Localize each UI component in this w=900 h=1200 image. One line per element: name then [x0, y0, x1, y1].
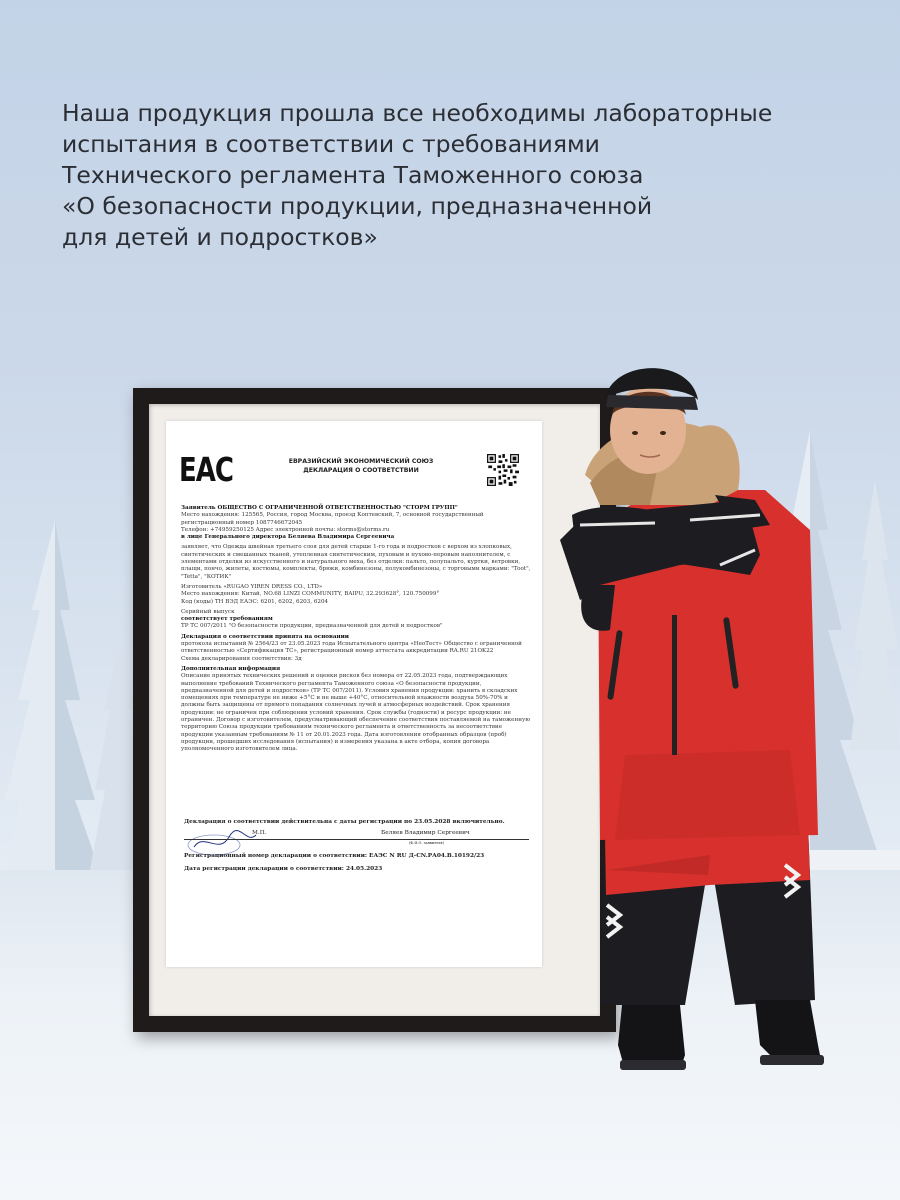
doc-codes: Код (коды) ТН ВЭД ЕАЭС: 6201, 6202, 6203, 6204	[181, 598, 329, 605]
eac-logo: EAC	[179, 452, 233, 490]
certificate-frame	[133, 388, 616, 1032]
doc-phone: Телефон: +74959250125 Адрес электронной почты: storms@storms.ru	[181, 526, 390, 533]
document-title-union: ЕВРАЗИЙСКИЙ ЭКОНОМИЧЕСКИЙ СОЮЗ	[288, 458, 434, 465]
child-in-snowsuit	[560, 355, 860, 1075]
document-title-declaration: ДЕКЛАРАЦИЯ О СООТВЕТСТВИИ	[303, 467, 419, 474]
headline-line: испытания в соответствии с требованиями	[62, 130, 600, 158]
doc-signer-note: (Ф.И.О. заявителя)	[409, 841, 444, 845]
doc-reg-number: Регистрационный номер декларации о соответствии: ЕАЭС N RU Д-CN.РА04.В.10192/23	[184, 853, 485, 859]
headline-line: «О безопасности продукции, предназначенной	[62, 192, 653, 220]
doc-person: в лице Генерального директора Беляева Владимира Сергеевича	[181, 534, 395, 541]
signature-line	[184, 839, 529, 840]
doc-reg-date: Дата регистрации декларации о соответствии: 24.05.2023	[184, 866, 383, 872]
doc-conforms: соответствует требованиям	[181, 616, 273, 623]
doc-scheme: Схема декларирования соответствия: 3д	[181, 655, 302, 662]
headline-line: Технического регламента Таможенного союза	[62, 161, 644, 189]
qr-code-icon	[487, 454, 519, 486]
doc-basis: протокола испытаний № 2564/23 от 23.05.2023 года Испытательного центра «НеоТест» Общество с ограниченной ответственностью «Сертификация ТС», регистрационный номер аттестата аккредитации RA.RU 21OK22	[181, 641, 522, 655]
doc-maker-address: Место нахождения: Китай, NO.68 LINZI COMMUNITY, BAIPU, 32.293628°, 120.750099°	[181, 591, 440, 598]
doc-extra-heading: Дополнительная информация	[181, 665, 281, 672]
doc-applicant: Заявитель ОБЩЕСТВО С ОГРАНИЧЕННОЙ ОТВЕТСТВЕННОСТЬЮ "СТОРМ ГРУПП"	[181, 505, 458, 511]
document-title	[236, 457, 486, 475]
doc-address: Место нахождения: 125565, Россия, город Москва, проезд Коптевский, 7, основной государственный регистрационный номер 1087746672045	[181, 512, 484, 526]
doc-claims: заявляет, что Одежда швейная третьего слоя для детей старше 1-го года и подростков с верхом из хлопковых, синтетических и смешанных тканей, утепленная синтетическим, пуховым и пухово-перовым наполнителем, с элементами отделки из искусственного и натурального меха, без отделки: пальто, полупальто, куртки, ветровки, плащи, пончо, жилеты, костюмы, комплекты, брюки, комбинезоны, полукомбинезоны, с торговыми марками: "Toot", "Tetta", "КОТИК"	[181, 544, 531, 580]
headline-line: Наша продукция прошла все необходимы лабораторные	[62, 99, 773, 127]
doc-maker: Изготовитель «RUGAO YIREN DRESS CO., LTD»	[181, 583, 323, 590]
doc-basis-heading: Декларация о соответствии принята на основании	[181, 633, 349, 640]
document-body	[181, 505, 531, 754]
declaration-document	[166, 421, 542, 967]
headline-line: для детей и подростков»	[62, 223, 378, 251]
headline	[62, 98, 862, 253]
doc-regulation: ТР ТС 007/2011 "О безопасности продукции, предназначенной для детей и подростков"	[181, 623, 443, 630]
doc-extra: Описание принятых технических решений и оценки рисков без номера от 22.05.2023 года, подтверждающих выполнение требований Технического регламента Таможенного союза «О безопасности продукции, предназначенной для детей и подростков» (ТР ТС 007/2011). Условия хранения продукции: хранить в складских помещениях при температуре не ниже +5°С и не выше +40°С, относительной влажности воздуха 50%-70% и должны быть защищены от прямого попадания солнечных лучей и атмосферных воздействий. Срок хранения продукции: не ограничен при соблюдении условий хранения. Срок службы (годности) и ресурс продукции: не ограничен. Договор с изготовителем, предусматривающий обеспечение соответствия поставляемой на таможенную территорию Союза продукции требованиям технического регламента и ответственность за несоответствие продукции указанным требованиям № 11 от 20.01.2023 года. Дата изготовления отобранных образцов (проб) продукции, прошедших исследования (испытания) и измерения указана в акте отбора, копия договора уполномоченного изготовителем лица.	[181, 673, 531, 753]
doc-validity: Декларация о соответствии действительна с даты регистрации по 23.05.2028 включительно.	[184, 819, 505, 825]
snowy-forest-left	[0, 500, 150, 920]
doc-mp: М.П.	[252, 830, 267, 836]
doc-signer: Беляев Владимир Сергеевич	[381, 830, 470, 836]
doc-serial: Серийный выпуск	[181, 608, 235, 615]
